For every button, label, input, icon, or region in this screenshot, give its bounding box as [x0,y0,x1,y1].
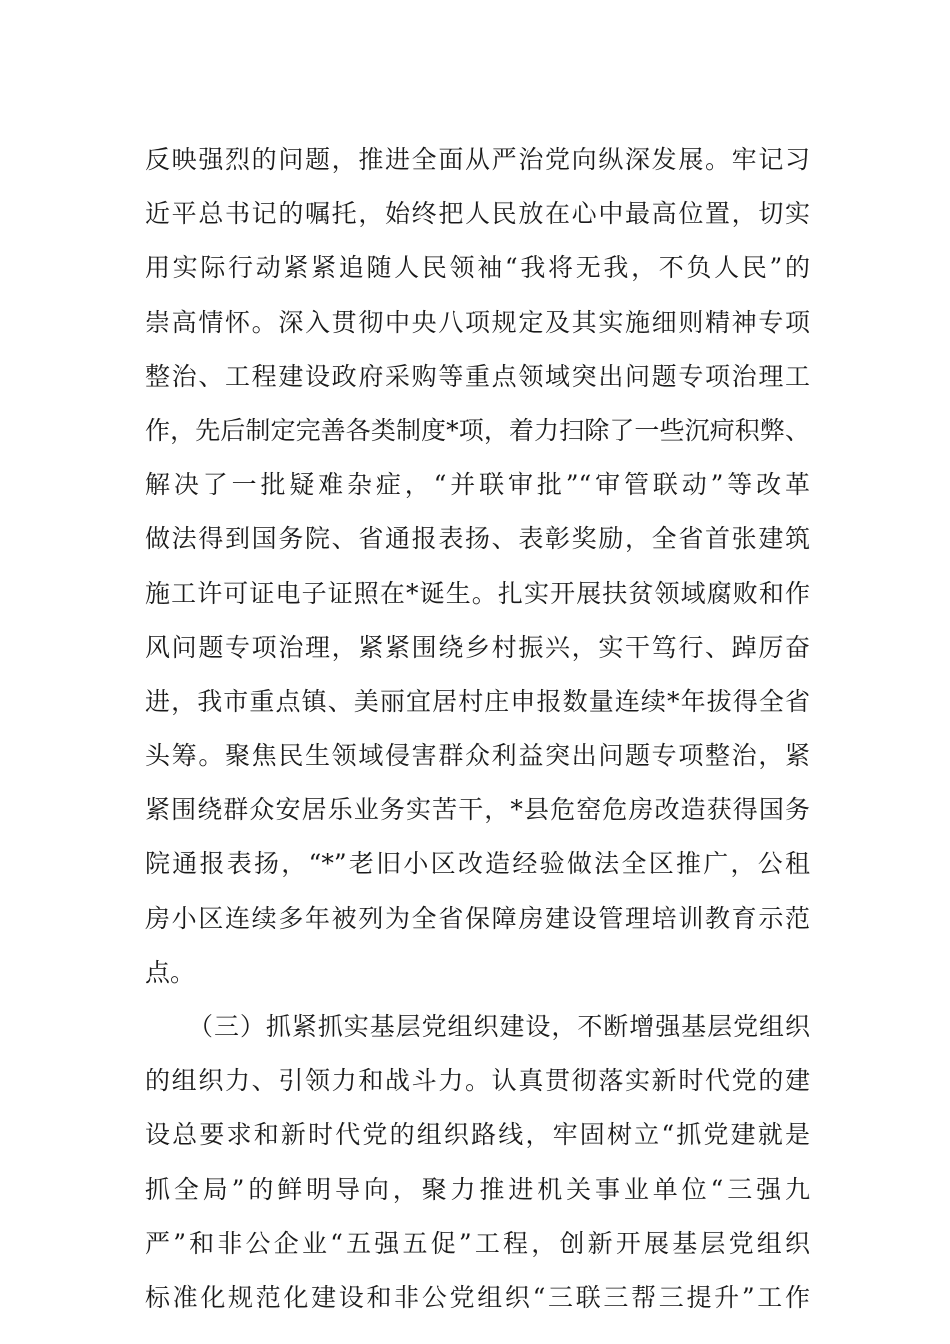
text-line-18: 的组织力、引领力和战斗力。认真贯彻落实新时代党的建 [145,1066,810,1096]
text-line-3: 用实际行动紧紧追随人民领袖“我将无我，不负人民”的 [145,253,810,283]
text-line-1: 反映强烈的问题，推进全面从严治党向纵深发展。牢记习 [145,145,810,174]
text-line-2: 近平总书记的嘱托，始终把人民放在心中最高位置，切实 [145,199,810,229]
text-line-7: 解决了一批疑难杂症，“并联审批”“审管联动”等改革 [145,470,810,500]
text-line-14: 院通报表扬，“*”老旧小区改造经验做法全区推广，公租 [145,849,810,879]
document-body [145,133,810,1325]
text-line-21: 严”和非公企业“五强五促”工程，创新开展基层党组织 [145,1228,810,1258]
text-line-12: 头筹。聚焦民生领域侵害群众利益突出问题专项整治，紧 [145,741,810,771]
text-line-22: 标准化规范化建设和非公党组织“三联三帮三提升”工作 [145,1282,810,1312]
text-line-13: 紧围绕群众安居乐业务实苦干，*县危窑危房改造获得国务 [145,795,810,825]
text-line-20: 抓全局”的鲜明导向，聚力推进机关事业单位“三强九 [145,1174,810,1204]
text-line-11: 进，我市重点镇、美丽宜居村庄申报数量连续*年拔得全省 [145,686,810,716]
section-heading-line: （三）抓紧抓实基层党组织建设，不断增强基层党组织 [188,1012,810,1041]
text-line-9: 施工许可证电子证照在*诞生。扎实开展扶贫领域腐败和作 [145,578,810,608]
text-line-6: 作，先后制定完善各类制度*项，着力扫除了一些沉疴积弊、 [145,415,810,445]
text-line-15: 房小区连续多年被列为全省保障房建设管理培训教育示范 [145,903,810,933]
text-line-4: 崇高情怀。深入贯彻中央八项规定及其实施细则精神专项 [145,307,810,337]
text-line-16: 点。 [145,957,196,987]
text-line-19: 设总要求和新时代党的组织路线，牢固树立“抓党建就是 [145,1120,810,1150]
text-line-10: 风问题专项治理，紧紧围绕乡村振兴，实干笃行、踔厉奋 [145,632,810,662]
text-line-5: 整治、工程建设政府采购等重点领域突出问题专项治理工 [145,361,810,391]
text-line-8: 做法得到国务院、省通报表扬、表彰奖励，全省首张建筑 [145,524,810,554]
